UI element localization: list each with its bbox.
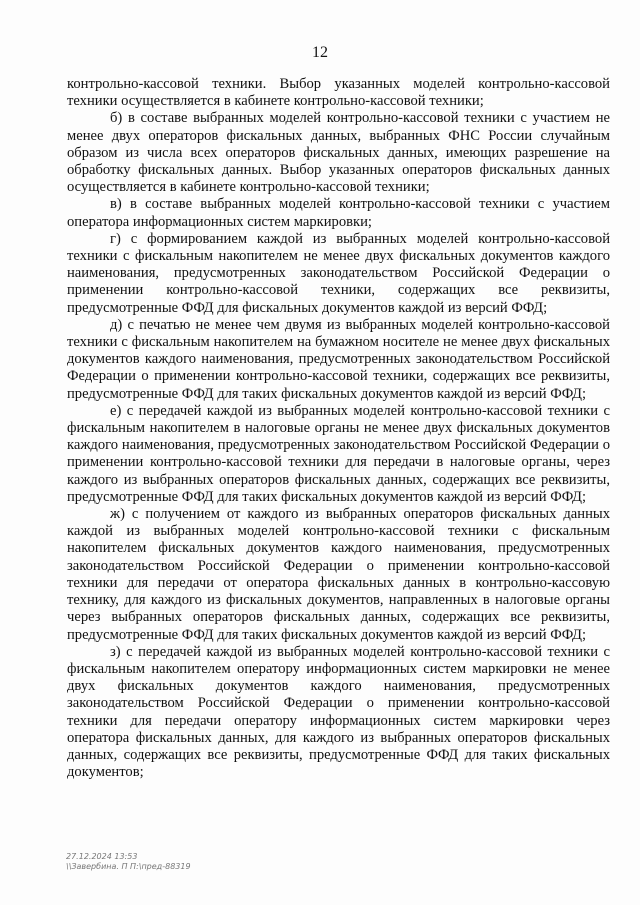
- paragraph-g: г) с формированием каждой из выбранных моделей контрольно-кассовой техники с фискальным накопителем не менее двух фискальных документов каждого наименования, предусмотренных законодательством Российской Федерации о применении контрольно-кассовой техники, содержащих все реквизиты, предусмотренные ФФД для фискальных документов каждой из версий ФФД;: [67, 230, 610, 316]
- footer-timestamp: 27.12.2024 13:53: [66, 852, 138, 861]
- document-body: [67, 76, 610, 781]
- paragraph-d: д) с печатью не менее чем двумя из выбранных моделей контрольно-кассовой техники с фискальным накопителем на бумажном носителе не менее двух фискальных документов каждого наименования, предусмотренных законодательством Российской Федерации о применении контрольно-кассовой техники, содержащих все реквизиты, предусмотренные ФФД для таких фискальных документов каждой из версий ФФД;: [67, 316, 610, 402]
- paragraph-z: з) с передачей каждой из выбранных моделей контрольно-кассовой техники с фискальным накопителем оператору информационных систем маркировки не менее двух фискальных документов каждого наименования, предусмотренных законодательством Российской Федерации о применении контрольно-кассовой техники для передачи оператору информационных систем маркировки через оператора фискальных данных, для каждого из выбранных операторов фискальных данных, содержащих все реквизиты, предусмотренные ФФД для таких фискальных документов;: [67, 643, 610, 781]
- paragraph-v: в) в составе выбранных моделей контрольно-кассовой техники с участием оператора информационных систем маркировки;: [67, 196, 610, 230]
- footer-file-path: \\Завербина. П П:\пред-88319: [66, 862, 191, 871]
- paragraph-zh: ж) с получением от каждого из выбранных операторов фискальных данных каждой из выбранных моделей контрольно-кассовой техники с фискальным накопителем фискальных документов каждого наименования, предусмотренных законодательством Российской Федерации о применении контрольно-кассовой техники для передачи от оператора фискальных данных в контрольно-кассовую технику, для каждого из фискальных документов, направленных в налоговые органы через выбранных операторов фискальных данных, содержащих все реквизиты, предусмотренные ФФД для таких фискальных документов каждой из версий ФФД;: [67, 506, 610, 643]
- paragraph-continuation: контрольно-кассовой техники. Выбор указанных моделей контрольно-кассовой техники осуществляется в кабинете контрольно-кассовой техники;: [67, 76, 610, 110]
- footer-stamp: [66, 852, 191, 872]
- paragraph-e: е) с передачей каждой из выбранных моделей контрольно-кассовой техники с фискальным накопителем в налоговые органы не менее двух фискальных документов каждого наименования, предусмотренных законодательством Российской Федерации о применении контрольно-кассовой техники для передачи в налоговые органы, через каждого из выбранных операторов фискальных данных, содержащих все реквизиты, предусмотренные ФФД для таких фискальных документов каждой из версий ФФД;: [67, 402, 610, 505]
- page-number: 12: [312, 44, 328, 61]
- paragraph-b: б) в составе выбранных моделей контрольно-кассовой техники с участием не менее двух операторов фискальных данных, выбранных ФНС России случайным образом из числа всех операторов фискальных данных, имеющих разрешение на обработку фискальных данных. Выбор указанных операторов фискальных данных осуществляется в кабинете контрольно-кассовой техники;: [67, 110, 610, 196]
